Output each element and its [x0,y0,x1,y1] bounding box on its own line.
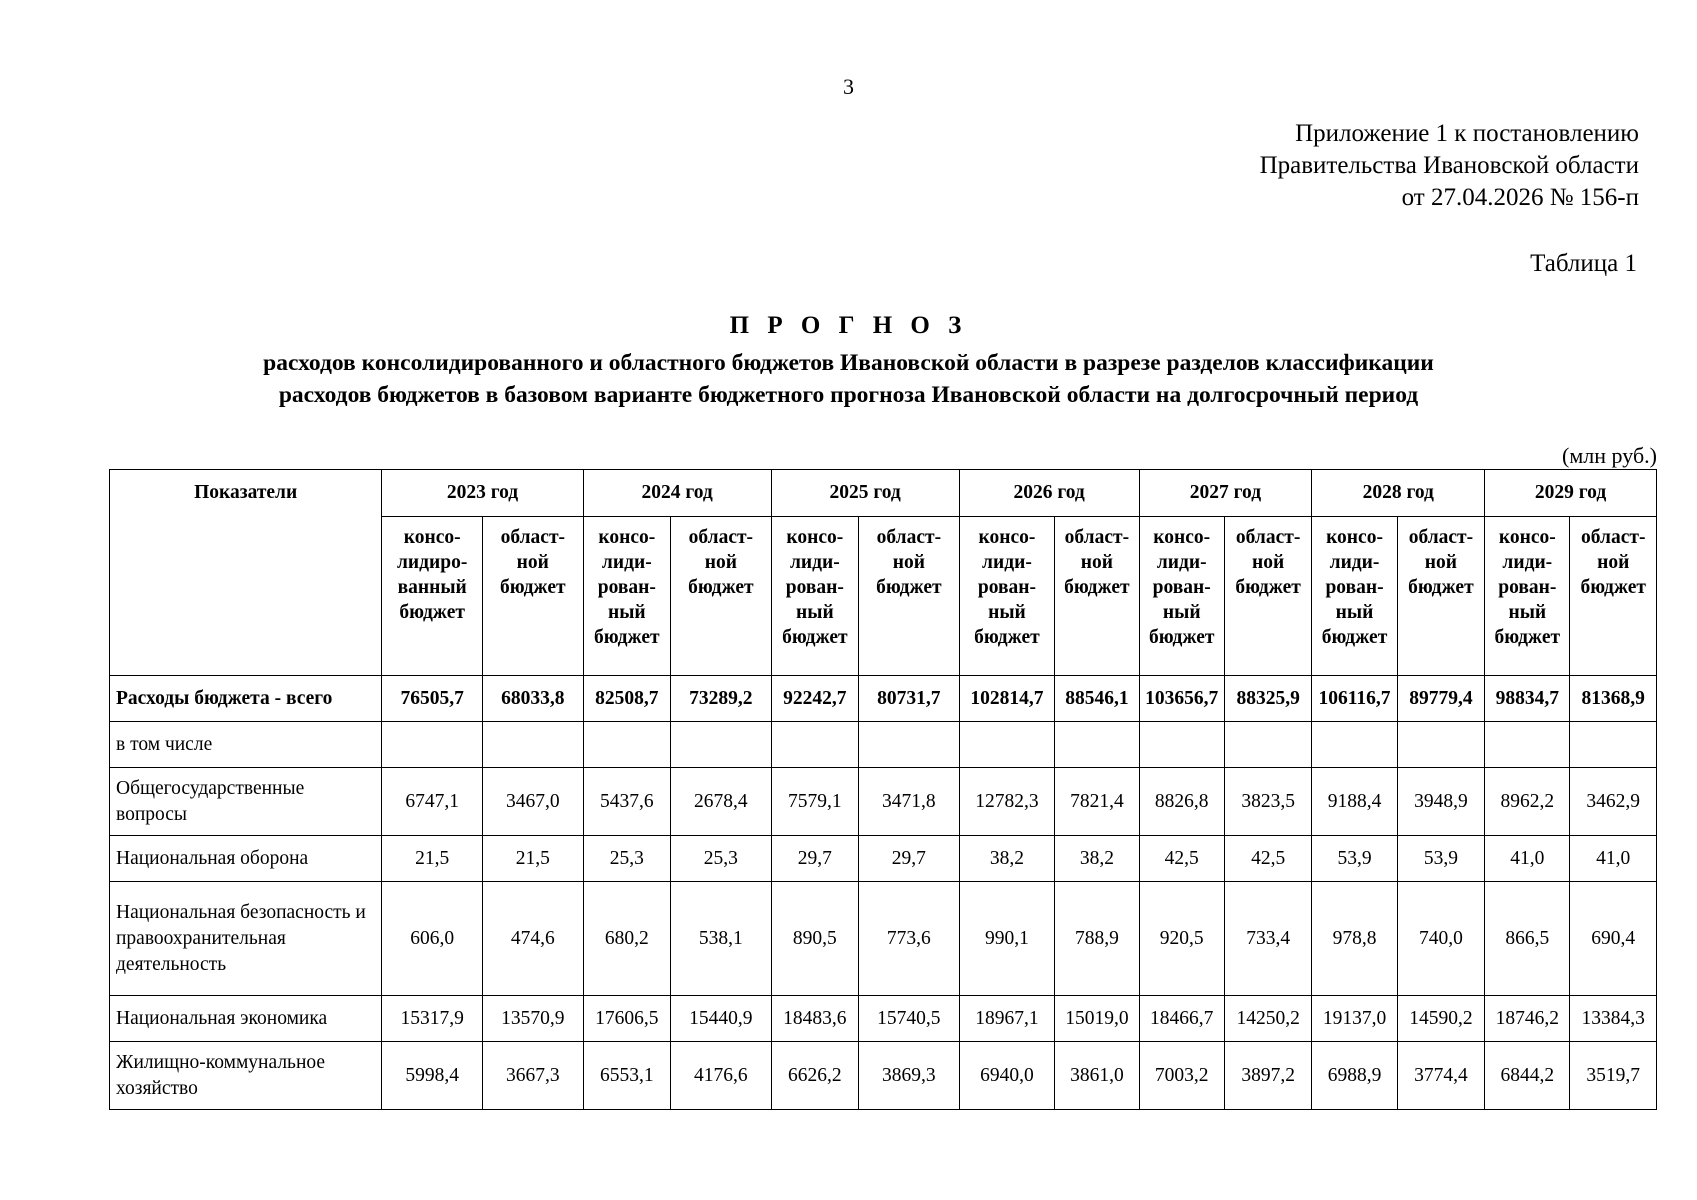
table-row [110,1042,1657,1110]
header-line: рован- [1498,577,1557,598]
header-line: ный [607,602,646,623]
value-cell: 6988,9 [1312,1042,1397,1110]
year-header-2027: 2027 год [1139,470,1312,517]
header-line: лиди- [1156,552,1207,573]
consolidated-budget-header [1312,517,1397,676]
value-cell: 3869,3 [859,1042,960,1110]
value-cell: 15740,5 [859,996,960,1042]
header-line: лидиро- [396,552,468,573]
value-cell: 19137,0 [1312,996,1397,1042]
header-line: ный [988,602,1026,623]
header-line: консо- [978,527,1036,548]
header-line: консо- [1153,527,1211,548]
forecast-table [109,469,1657,1110]
value-cell [859,722,960,768]
value-cell: 6626,2 [771,1042,858,1110]
header-line: бюджет [782,627,848,648]
value-cell: 733,4 [1224,882,1311,996]
consolidated-budget-header [771,517,858,676]
value-cell: 68033,8 [482,676,583,722]
year-header-2029: 2029 год [1485,470,1657,517]
value-cell [1055,722,1139,768]
appendix-line-2: Правительства Ивановской области [1259,152,1639,179]
value-cell: 92242,7 [771,676,858,722]
value-cell: 920,5 [1139,882,1224,996]
value-cell [1312,722,1397,768]
value-cell: 680,2 [583,882,670,996]
table-row [110,768,1657,836]
year-header-row [110,470,1657,517]
header-line: ной [704,552,737,573]
header-line: лиди- [1502,552,1553,573]
value-cell: 3823,5 [1224,768,1311,836]
header-line: ный [795,602,834,623]
value-cell: 15440,9 [671,996,772,1042]
value-cell: 21,5 [482,836,583,882]
year-header-2026: 2026 год [959,470,1139,517]
value-cell: 17606,5 [583,996,670,1042]
value-cell: 73289,2 [671,676,772,722]
table-row [110,836,1657,882]
document-subtitle [0,347,1697,411]
header-line: ной [1597,552,1630,573]
table-row [110,722,1657,768]
indicator-header: Показатели [110,470,382,676]
header-line: бюджет [1494,627,1561,648]
regional-budget-header [671,517,772,676]
value-cell: 82508,7 [583,676,670,722]
value-cell: 18466,7 [1139,996,1224,1042]
value-cell: 890,5 [771,882,858,996]
header-line: ной [1252,552,1285,573]
header-line: рован- [597,577,656,598]
value-cell: 5998,4 [382,1042,483,1110]
header-line: бюджет [1148,627,1215,648]
header-line: бюджет [688,577,754,598]
value-cell [482,722,583,768]
header-line: област- [1064,527,1130,548]
value-cell: 8962,2 [1485,768,1570,836]
consolidated-budget-header [1139,517,1224,676]
row-label: в том числе [110,722,382,768]
header-line: ной [892,552,925,573]
consolidated-budget-header [382,517,483,676]
header-line: ной [1080,552,1113,573]
value-cell: 42,5 [1139,836,1224,882]
header-line: ный [1335,602,1374,623]
header-line: консо- [1498,527,1556,548]
regional-budget-header [1397,517,1484,676]
value-cell: 3462,9 [1570,768,1657,836]
value-cell: 53,9 [1397,836,1484,882]
value-cell: 7579,1 [771,768,858,836]
value-cell: 103656,7 [1139,676,1224,722]
header-line: област- [876,527,942,548]
page-number: 3 [843,74,854,99]
value-cell: 606,0 [382,882,483,996]
row-label: Национальная оборона [110,836,382,882]
value-cell: 18967,1 [959,996,1055,1042]
header-line: рован- [1152,577,1211,598]
header-line: ванный [397,577,467,598]
value-cell: 7003,2 [1139,1042,1224,1110]
row-label: Национальная экономика [110,996,382,1042]
value-cell: 14590,2 [1397,996,1484,1042]
header-line: рован- [1325,577,1384,598]
value-cell: 788,9 [1055,882,1139,996]
value-cell: 14250,2 [1224,996,1311,1042]
value-cell: 15019,0 [1055,996,1139,1042]
value-cell: 3519,7 [1570,1042,1657,1110]
value-cell: 81368,9 [1570,676,1657,722]
value-cell: 29,7 [771,836,858,882]
header-line: ной [516,552,549,573]
appendix-reference [1260,118,1639,214]
value-cell: 6940,0 [959,1042,1055,1110]
value-cell: 3897,2 [1224,1042,1311,1110]
value-cell: 2678,4 [671,768,772,836]
subtitle-line-1: расходов консолидированного и областного бюджетов Ивановской области в разрезе разделов классификации [263,350,1434,376]
row-label: Жилищно-коммунальное хозяйство [110,1042,382,1110]
value-cell: 106116,7 [1312,676,1397,722]
value-cell: 25,3 [583,836,670,882]
value-cell: 13384,3 [1570,996,1657,1042]
value-cell: 25,3 [671,836,772,882]
header-line: лиди- [601,552,652,573]
value-cell: 978,8 [1312,882,1397,996]
header-line: рован- [785,577,844,598]
value-cell: 3948,9 [1397,768,1484,836]
value-cell: 474,6 [482,882,583,996]
header-line: рован- [977,577,1036,598]
value-cell: 6553,1 [583,1042,670,1110]
units-label: (млн руб.) [1562,443,1657,468]
value-cell: 18746,2 [1485,996,1570,1042]
header-line: бюджет [399,602,465,623]
value-cell [1485,722,1570,768]
consolidated-budget-header [583,517,670,676]
value-cell: 98834,7 [1485,676,1570,722]
regional-budget-header [1055,517,1139,676]
regional-budget-header [1224,517,1311,676]
subtitle-line-2: расходов бюджетов в базовом варианте бюджетного прогноза Ивановской области на долгосрочный период [278,382,1419,408]
header-line: консо- [403,527,461,548]
consolidated-budget-header [1485,517,1570,676]
value-cell [1224,722,1311,768]
header-line: ный [1162,602,1201,623]
value-cell: 102814,7 [959,676,1055,722]
value-cell [771,722,858,768]
value-cell: 15317,9 [382,996,483,1042]
header-line: лиди- [789,552,840,573]
header-line: бюджет [500,577,566,598]
header-line: бюджет [1580,577,1646,598]
value-cell: 990,1 [959,882,1055,996]
value-cell: 41,0 [1485,836,1570,882]
value-cell: 38,2 [1055,836,1139,882]
value-cell: 3467,0 [482,768,583,836]
table-label: Таблица 1 [1530,250,1637,277]
value-cell: 88325,9 [1224,676,1311,722]
table-row [110,882,1657,996]
value-cell [671,722,772,768]
value-cell [1397,722,1484,768]
year-header-2024: 2024 год [583,470,771,517]
value-cell: 740,0 [1397,882,1484,996]
value-cell: 3861,0 [1055,1042,1139,1110]
value-cell: 3471,8 [859,768,960,836]
table-row [110,676,1657,722]
value-cell [1139,722,1224,768]
appendix-line-3: от 27.04.2026 № 156-п [1401,184,1639,211]
document-title: П Р О Г Н О З [729,312,968,339]
row-label: Расходы бюджета - всего [110,676,382,722]
value-cell: 866,5 [1485,882,1570,996]
value-cell: 41,0 [1570,836,1657,882]
header-line: област- [1408,527,1474,548]
value-cell: 538,1 [671,882,772,996]
header-line: област- [688,527,754,548]
value-cell: 12782,3 [959,768,1055,836]
value-cell: 76505,7 [382,676,483,722]
value-cell [382,722,483,768]
appendix-line-1: Приложение 1 к постановлению [1295,120,1639,147]
value-cell: 4176,6 [671,1042,772,1110]
header-line: бюджет [1235,577,1301,598]
header-line: лиди- [1329,552,1380,573]
year-header-2028: 2028 год [1312,470,1485,517]
value-cell: 53,9 [1312,836,1397,882]
header-line: консо- [786,527,844,548]
value-cell: 89779,4 [1397,676,1484,722]
value-cell [959,722,1055,768]
header-line: област- [500,527,566,548]
value-cell: 3667,3 [482,1042,583,1110]
value-cell: 6844,2 [1485,1042,1570,1110]
header-line: бюджет [594,627,660,648]
value-cell: 13570,9 [482,996,583,1042]
value-cell: 3774,4 [1397,1042,1484,1110]
header-line: област- [1235,527,1301,548]
header-line: ной [1424,552,1458,573]
header-line: консо- [598,527,656,548]
value-cell [583,722,670,768]
value-cell: 8826,8 [1139,768,1224,836]
header-line: консо- [1326,527,1383,548]
value-cell: 29,7 [859,836,960,882]
consolidated-budget-header [959,517,1055,676]
row-label: Общегосударственные вопросы [110,768,382,836]
year-header-2025: 2025 год [771,470,959,517]
year-header-2023: 2023 год [382,470,583,517]
value-cell: 5437,6 [583,768,670,836]
header-line: бюджет [974,627,1040,648]
header-line: бюджет [876,577,942,598]
header-line: област- [1581,527,1646,548]
row-label: Национальная безопасность и правоохранительная деятельность [110,882,382,996]
header-line: ный [1508,602,1547,623]
regional-budget-header [1570,517,1657,676]
value-cell: 7821,4 [1055,768,1139,836]
table-body [110,676,1657,1110]
value-cell: 690,4 [1570,882,1657,996]
value-cell: 21,5 [382,836,483,882]
table-row [110,996,1657,1042]
header-line: бюджет [1408,577,1474,598]
header-line: бюджет [1064,577,1130,598]
value-cell: 88546,1 [1055,676,1139,722]
header-line: бюджет [1321,627,1388,648]
regional-budget-header [859,517,960,676]
value-cell: 38,2 [959,836,1055,882]
header-line: лиди- [982,552,1032,573]
value-cell: 6747,1 [382,768,483,836]
value-cell [1570,722,1657,768]
value-cell: 18483,6 [771,996,858,1042]
value-cell: 80731,7 [859,676,960,722]
value-cell: 42,5 [1224,836,1311,882]
regional-budget-header [482,517,583,676]
value-cell: 9188,4 [1312,768,1397,836]
value-cell: 773,6 [859,882,960,996]
